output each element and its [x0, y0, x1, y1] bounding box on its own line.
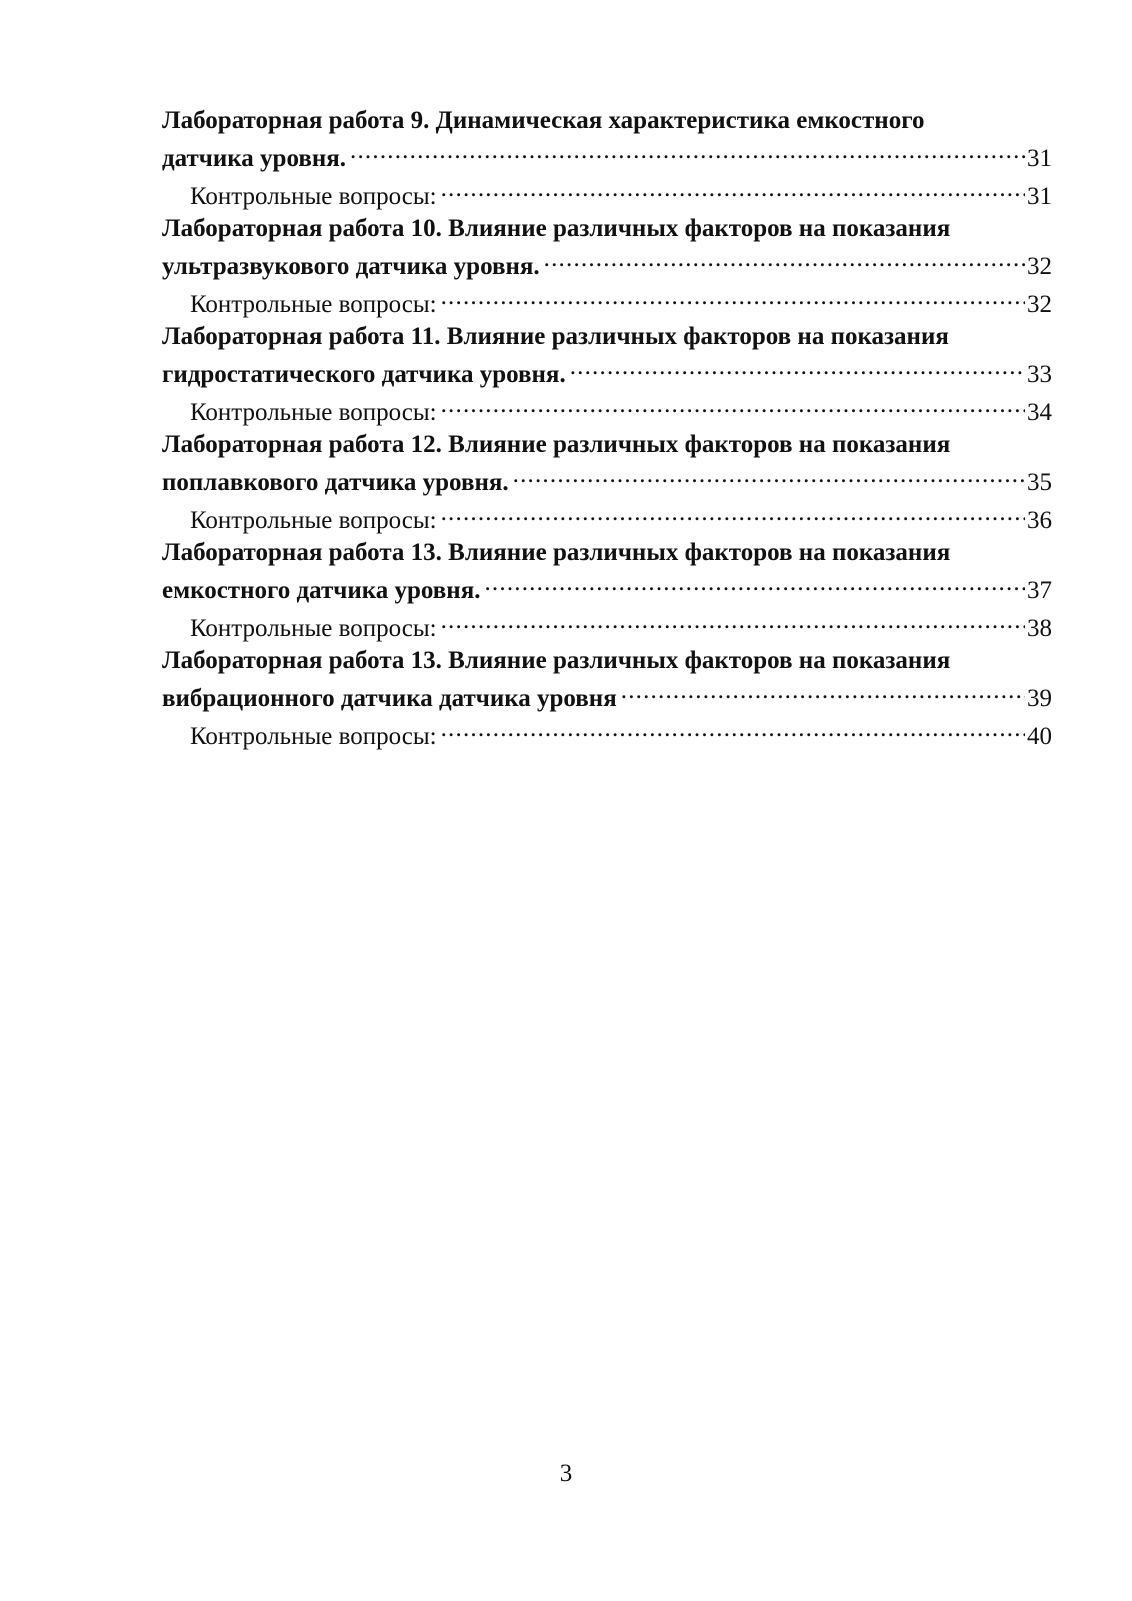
dot-leader [441, 174, 1025, 204]
toc-entry-title-cont: гидростатического датчика уровня. [162, 361, 566, 388]
dot-leader [621, 676, 1025, 706]
toc-entry-lab-10[interactable] [162, 214, 1052, 280]
toc-page-number: 37 [1027, 577, 1052, 604]
toc-subentry-title: Контрольные вопросы: [190, 723, 437, 750]
toc-entry-title: Лабораторная работа 12. Влияние различных факторов на показания [162, 431, 951, 458]
toc-entry-title-cont: ультразвукового датчика уровня. [162, 253, 540, 280]
toc-entry-title: Лабораторная работа 13. Влияние различных факторов на показания [162, 539, 951, 566]
toc-subentry-title: Контрольные вопросы: [190, 507, 437, 534]
dot-leader [441, 282, 1025, 312]
toc-subentry-title: Контрольные вопросы: [190, 291, 437, 318]
toc-entry-title-cont: датчика уровня. [162, 145, 347, 172]
toc-page-number: 31 [1027, 183, 1052, 210]
toc-entry-title-cont: поплавкового датчика уровня. [162, 469, 509, 496]
table-of-contents [162, 106, 1052, 754]
toc-page-number: 36 [1027, 507, 1052, 534]
dot-leader [350, 136, 1025, 166]
toc-entry-title-line [162, 136, 1052, 172]
toc-entry-title-line [162, 538, 1052, 568]
toc-page-number: 39 [1027, 685, 1052, 712]
dot-leader [484, 568, 1025, 598]
toc-entry-title: Лабораторная работа 9. Динамическая характеристика емкостного [162, 107, 925, 134]
toc-subentry-lab-10[interactable] [162, 282, 1052, 318]
toc-subentry-line [162, 282, 1052, 318]
toc-entry-title-line [162, 460, 1052, 496]
toc-subentry-title: Контрольные вопросы: [190, 183, 437, 210]
dot-leader [441, 390, 1025, 420]
toc-entry-title: Лабораторная работа 11. Влияние различных факторов на показания [162, 323, 949, 350]
toc-entry-lab-9[interactable] [162, 106, 1052, 172]
toc-subentry-lab-11[interactable] [162, 390, 1052, 426]
toc-page-number: 33 [1027, 361, 1052, 388]
toc-subentry-line [162, 498, 1052, 534]
toc-page-number: 40 [1027, 723, 1052, 750]
toc-entry-title-line [162, 430, 1052, 460]
toc-subentry-line [162, 390, 1052, 426]
toc-subentry-line [162, 174, 1052, 210]
toc-entry-title: Лабораторная работа 10. Влияние различных факторов на показания [162, 215, 951, 242]
toc-entry-title-line [162, 214, 1052, 244]
dot-leader [544, 244, 1025, 274]
toc-entry-title-line [162, 352, 1052, 388]
toc-entry-title-line [162, 676, 1052, 712]
toc-subentry-lab-9[interactable] [162, 174, 1052, 210]
toc-subentry-title: Контрольные вопросы: [190, 399, 437, 426]
toc-subentry-lab-13-vibration[interactable] [162, 714, 1052, 750]
toc-subentry-line [162, 714, 1052, 750]
toc-subentry-lab-12[interactable] [162, 498, 1052, 534]
dot-leader [570, 352, 1025, 382]
toc-subentry-line [162, 606, 1052, 642]
dot-leader [441, 714, 1025, 744]
toc-page-number: 38 [1027, 615, 1052, 642]
toc-entry-title-line [162, 568, 1052, 604]
toc-page-number: 35 [1027, 469, 1052, 496]
toc-entry-lab-13[interactable] [162, 538, 1052, 604]
toc-page-number: 32 [1027, 291, 1052, 318]
toc-entry-title-line [162, 244, 1052, 280]
dot-leader [441, 498, 1025, 528]
toc-entry-title-cont: вибрационного датчика датчика уровня [162, 685, 617, 712]
toc-subentry-lab-13[interactable] [162, 606, 1052, 642]
toc-entry-title-line [162, 322, 1052, 352]
dot-leader [441, 606, 1025, 636]
toc-entry-title: Лабораторная работа 13. Влияние различных факторов на показания [162, 647, 951, 674]
toc-entry-title-cont: емкостного датчика уровня. [162, 577, 481, 604]
toc-subentry-title: Контрольные вопросы: [190, 615, 437, 642]
toc-entry-title-line [162, 646, 1052, 676]
toc-entry-title-line [162, 106, 1052, 136]
toc-entry-lab-12[interactable] [162, 430, 1052, 496]
toc-entry-lab-11[interactable] [162, 322, 1052, 388]
toc-entry-lab-13-vibration[interactable] [162, 646, 1052, 712]
toc-page-number: 32 [1027, 253, 1052, 280]
toc-page-number: 34 [1027, 399, 1052, 426]
dot-leader [513, 460, 1025, 490]
toc-page-number: 31 [1027, 145, 1052, 172]
page-number: 3 [559, 1460, 573, 1487]
